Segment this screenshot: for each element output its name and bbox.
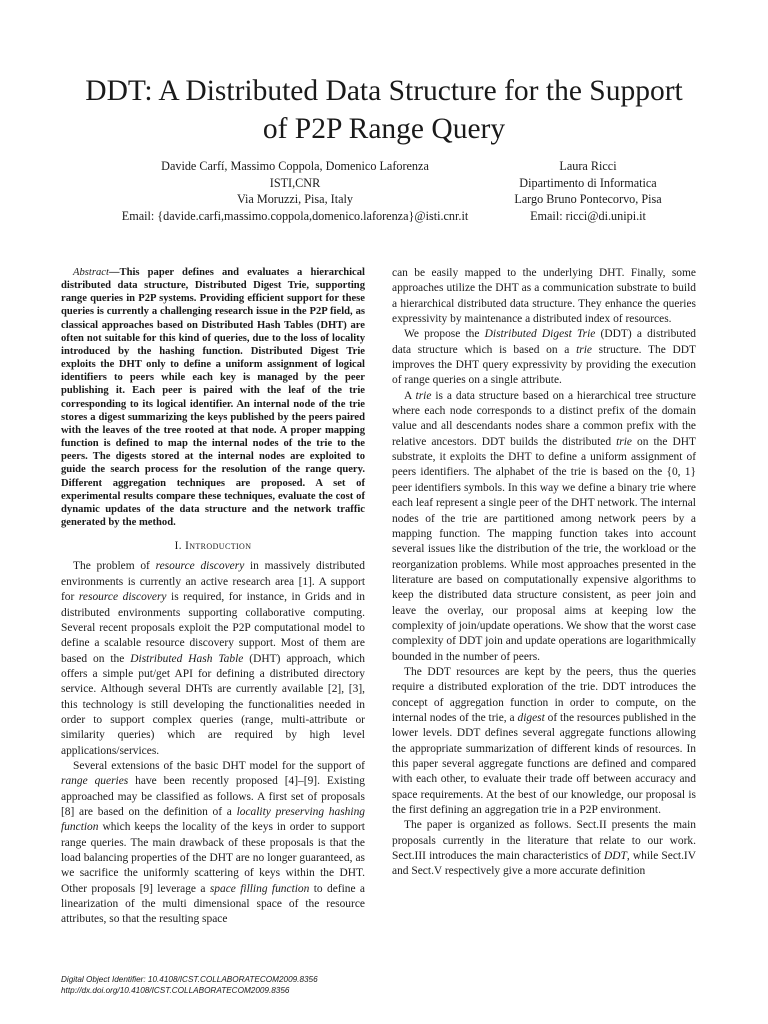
text-run: The paper is organized as follows. Sect.II presents the main proposals currently in the literature that relate to our work. Sect.III introduces the main characteristics of	[392, 819, 696, 863]
title-line-1: DDT: A Distributed Data Structure for the Support	[85, 75, 683, 107]
abstract-lead: Abstract	[73, 267, 109, 278]
paragraph	[392, 389, 696, 665]
author-email: Email: {davide.carfi,massimo.coppola,domenico.laforenza}@isti.cnr.it	[121, 208, 469, 223]
emphasis: trie	[415, 389, 432, 402]
paragraph	[61, 559, 365, 758]
text-run: Several extensions of the basic DHT model for the support of	[73, 759, 365, 772]
text-run: is a data structure based on a hierarchical tree structure where each node corresponds to a distinct prefix of the domain value and all descendants nodes share a common prefix with the relative ancestors. DDT builds the distributed	[392, 389, 696, 448]
paragraph	[392, 665, 696, 818]
emphasis: DDT	[604, 850, 627, 863]
emphasis: range queries	[61, 775, 129, 788]
text-run: to define a linearization of the multi dimensional space of the resource attributes, so that the resulting space	[61, 882, 365, 926]
emphasis: Distributed Digest Trie	[484, 328, 596, 341]
author-address: Largo Bruno Pontecorvo, Pisa	[514, 192, 662, 206]
text-run: We propose the	[404, 328, 485, 341]
emphasis: Distributed Hash Table	[130, 652, 244, 665]
paper-title	[40, 72, 728, 148]
emphasis: trie	[616, 435, 632, 448]
doi-link[interactable]: http://dx.doi.org/10.4108/ICST.COLLABORATECOM2009.8356	[61, 986, 290, 995]
abstract-text: —This paper defines and evaluates a hierarchical distributed data structure, Distributed Digest Trie, supporting range queries in P2P systems. Providing efficient support for these queries is currently a challenging research issue in the P2P field, as classical approaches based on Distributed Hash Tables (DHT) are often not suitable for this kind of queries, due to the loss of locality introduced by the hashing function. Distributed Digest Trie exploits the DHT only to define a uniform assignment of logical identifiers to peers while each key is managed by the peer publishing it. Each peer is paired with the leaf of the trie corresponding to its logical identifier. An internal node of the trie stores a digest summarizing the keys published by the peers paired with the leaves of the tree rooted at that node. A proper mapping function is defined to map the internal nodes of the trie to the peers. The digests stored at the internal nodes are exploited to guide the search process for the resolution of the range query. Different aggregation techniques are proposed. A set of experimental results compare these techniques, evaluate the cost of dynamic updates of the data structure and the network traffic generated by the method.	[61, 267, 365, 528]
doi-footer	[61, 974, 461, 996]
text-run: (DDT) a distributed data structure which is based on a	[392, 328, 696, 356]
author-names: Davide Carfí, Massimo Coppola, Domenico Laforenza	[161, 159, 429, 173]
text-run: which keeps the locality of the keys in order to support range queries. The main drawback of these proposals is that the load balancing properties of the DHT are no longer guaranteed, as we sacrifice the uniformly scattering of keys within the DHT. Other proposals [9] leverage a	[61, 821, 365, 895]
emphasis: space filling function	[209, 882, 310, 895]
text-run: The DDT resources are kept by the peers, thus the queries require a distributed exploration of the trie. DDT introduces the concept of aggregation function in order to compute, on the internal nodes of the trie, a	[392, 665, 696, 724]
author-block-right	[488, 158, 688, 224]
author-address: Via Moruzzi, Pisa, Italy	[236, 192, 354, 206]
author-block-left	[90, 158, 500, 224]
paragraph: can be easily mapped to the underlying DHT. Finally, some approaches utilize the DHT as a communication substrate to build a hierarchical distributed data structure. They enhance the queries expressivity by maintenance a distributed index of resources.	[392, 267, 696, 326]
author-names: Laura Ricci	[559, 159, 617, 173]
text-run: The problem of	[73, 560, 156, 573]
text-run: have been recently proposed [4]–[9]. Existing approached may be classified as follows. A first set of proposals [8] are based on the definition of a	[61, 775, 365, 818]
text-run: structure. The DDT improves the DHT query expressivity by providing the execution of range queries on a single attribute.	[392, 343, 696, 387]
emphasis: locality preserving hashing function	[61, 805, 366, 834]
text-run: is required, for instance, in Grids and in distributed environments supporting collaborative computing. Several recent proposals exploit the P2P computational model to define a scalable resource discovery support. Most of them are based on the	[61, 591, 365, 665]
emphasis: trie	[576, 343, 592, 356]
paragraph	[61, 759, 365, 928]
doi-identifier: Digital Object Identifier: 10.4108/ICST.COLLABORATECOM2009.8356	[61, 975, 318, 984]
right-column	[392, 266, 696, 880]
text-run: of the resources published in the lower levels. DDT defines several aggregate functions allowing the appropriate summarization of different kinds of resources. In this paper several aggregate functions are defined and compared with each other, to evaluate their trade off between accuracy and space requirements. At the best of our knowledge, our proposal is the first defining an aggregation trie in a P2P environment.	[392, 711, 696, 817]
text-run: in massively distributed environments is currently an active research area [1]. A support for	[61, 560, 365, 604]
emphasis: digest	[517, 711, 545, 724]
section-heading: I. Introduction	[174, 540, 252, 553]
left-column	[61, 266, 365, 928]
text-run: A	[404, 389, 416, 402]
paragraph	[392, 818, 696, 879]
title-line-2: of P2P Range Query	[262, 113, 506, 145]
emphasis: resource discovery	[78, 591, 167, 604]
text-run: on the DHT substrate, it exploits the DHT to define a uniform assignment of peers identifiers. The alphabet of the trie is based on the {0, 1} peer identifiers symbols. In this way we define a binary trie where each leaf represent a single peer of the DHT network. The internal nodes of the trie are partitioned among network peers by a mapping function. The mapping function takes into account several issues like the distribution of the trie, the workload or the reorganization problems. While most approaches presented in the literature are based on computationally expensive algorithms to keep the distributed data structure consistent, as peer join and leave the overlay, our proposal aims at keeping low the complexity of join/update operations. We show that the worst case complexity of DDT join and update operations are logarithmically bounded in the number of peers.	[392, 435, 696, 663]
author-affiliation: Dipartimento di Informatica	[519, 175, 657, 190]
author-affiliation: ISTI,CNR	[269, 175, 321, 190]
text-run: (DHT) approach, which offers a simple put/get API for defining a distributed directory service. Although several DHTs are currently available [2], [3], this technology is still developing the functionalities needed in order to support complex queries (range, multi-attribute or similarity queries) which are required by high level applications/services.	[61, 652, 366, 757]
author-email: Email: ricci@di.unipi.it	[530, 208, 646, 223]
text-run: , while Sect.IV and Sect.V respectively give a more accurate definition	[392, 850, 696, 878]
emphasis: resource discovery	[155, 560, 245, 573]
abstract	[61, 266, 365, 529]
paragraph	[392, 327, 696, 388]
